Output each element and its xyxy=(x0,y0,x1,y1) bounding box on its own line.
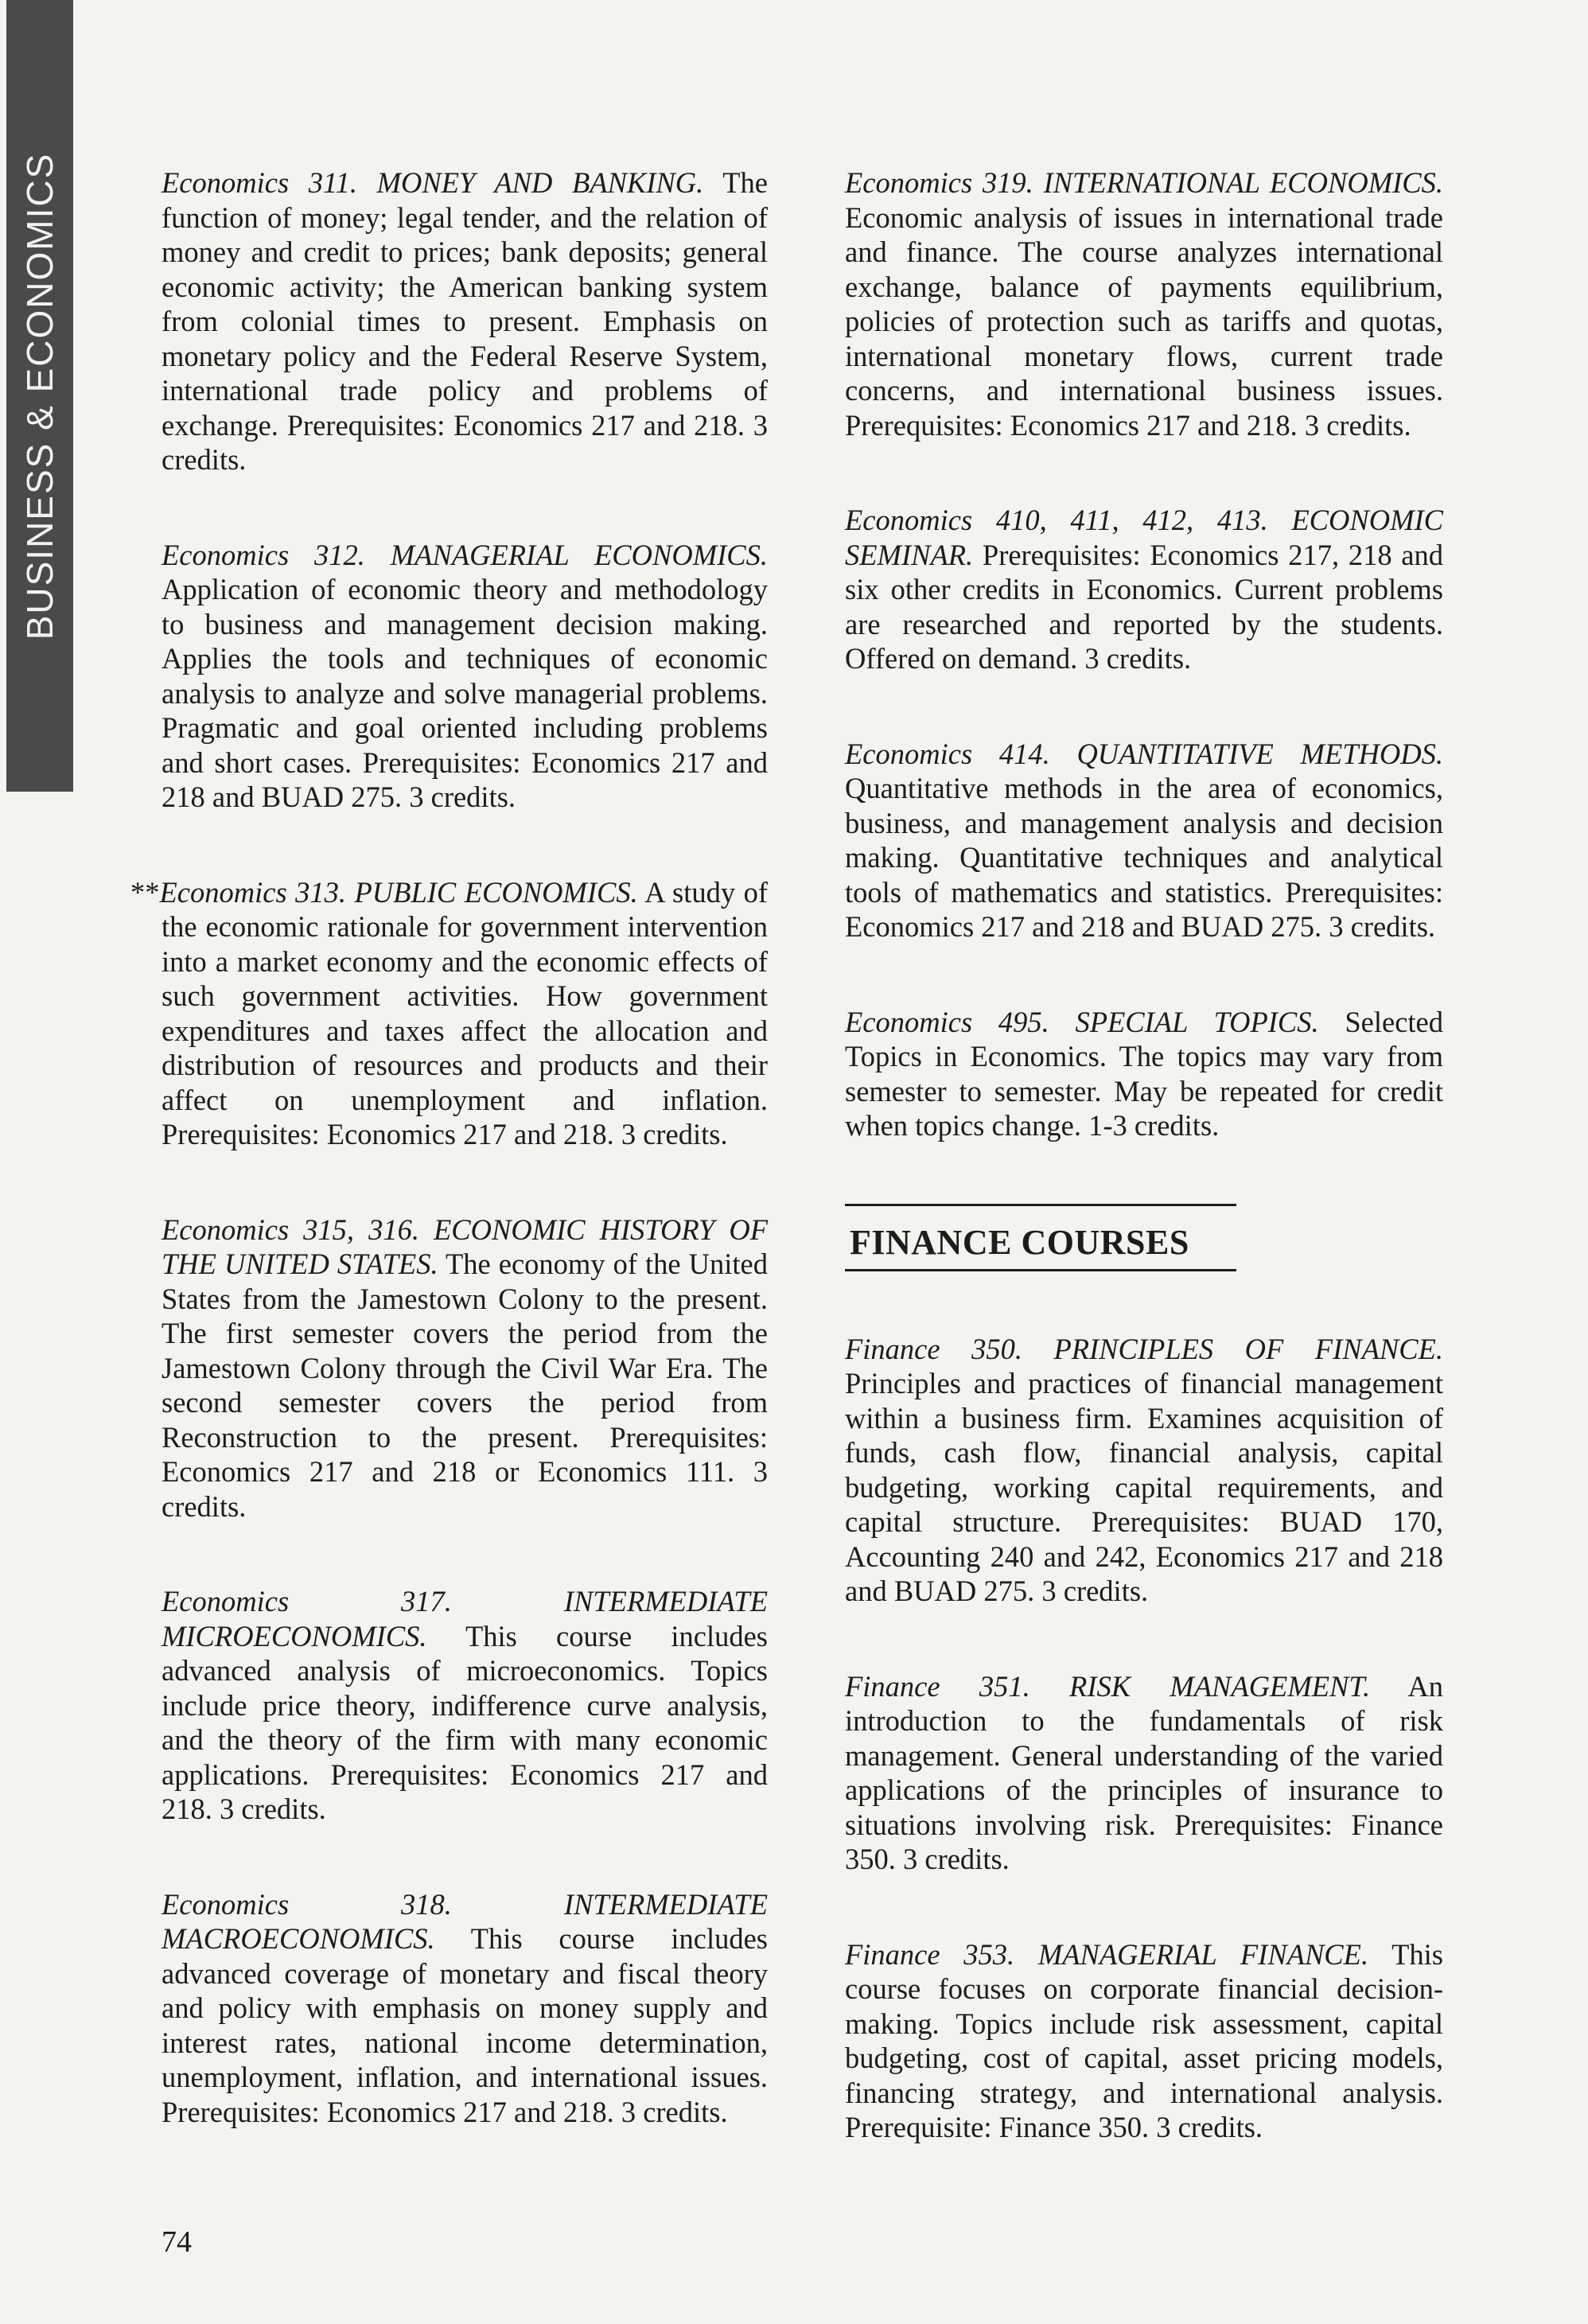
course-description: An introduction to the fundamentals of risk management. General understanding of the varied applications of the principles of insurance to situations involving risk. Prerequisites: Finance 350. 3 credits. xyxy=(845,1669,1443,1875)
course-entry xyxy=(162,1887,768,2130)
course-id: Economics 313. xyxy=(159,875,347,909)
course-entry xyxy=(162,538,768,815)
course-description: This course includes advanced coverage of monetary and fiscal theory and policy with emphasis on money supply and interest rates, national income determination, unemployment, inflation, and international issues. Prerequisites: Economics 217 and 218. 3 credits. xyxy=(162,1922,769,2128)
right-column xyxy=(845,165,1443,2205)
course-entry xyxy=(845,503,1443,676)
course-title: QUANTITATIVE METHODS. xyxy=(1076,737,1444,770)
course-title: RISK MANAGEMENT. xyxy=(1069,1669,1371,1703)
course-id: Economics 410, 411, 412, 413. xyxy=(845,504,1268,536)
course-id: Economics 311. xyxy=(162,166,357,199)
course-id: Economics 414. xyxy=(845,737,1050,770)
course-id: Economics 495. xyxy=(845,1005,1049,1038)
course-title: INTERMEDIATE MACROECONOMICS. xyxy=(162,1887,768,1955)
course-title: PUBLIC ECONOMICS. xyxy=(354,875,638,909)
course-title: INTERNATIONAL ECONOMICS. xyxy=(1043,166,1443,199)
course-entry xyxy=(845,737,1443,944)
course-entry xyxy=(130,875,768,1152)
course-entry xyxy=(845,1005,1443,1143)
course-description: The economy of the United States from the Jamestown Colony to the present. The first semester covers the period from the Jamestown Colony through the Civil War Era. The second semester covers the period from Reconstruction to the present. Prerequisites: Economics 217 and 218 or Economics 111. 3 credits. xyxy=(162,1248,768,1523)
course-entry xyxy=(845,1669,1443,1877)
course-id: Economics 318. xyxy=(162,1887,452,1921)
course-description: This course focuses on corporate financial decision-making. Topics include risk assessment, capital budgeting, cost of capital, asset pricing models, financing strategy, and international analysis. Prerequisite: Finance 350. 3 credits. xyxy=(845,1937,1443,2143)
course-description: Application of economic theory and methodology to business and management decision making. Applies the tools and techniques of economic analysis to analyze and solve managerial problems. Pragmatic and goal oriented including problems and short cases. Prerequisites: Economics 217 and 218 and BUAD 275. 3 credits. xyxy=(162,573,768,813)
left-column xyxy=(130,165,769,2190)
course-title: MANAGERIAL FINANCE. xyxy=(1037,1937,1369,1971)
course-description: Principles and practices of financial management within a business firm. Examines acquisition of funds, cash flow, financial analysis, capital budgeting, working capital requirements, and capital structure. Prerequisites: BUAD 170, Accounting 240 and 242, Economics 217 and 218 and BUAD 275. 3 credits. xyxy=(845,1367,1443,1607)
course-id: Finance 353. xyxy=(845,1937,1015,1971)
course-title: SPECIAL TOPICS. xyxy=(1075,1005,1319,1038)
course-entry xyxy=(845,165,1443,442)
course-id: Finance 350. xyxy=(845,1332,1022,1365)
course-title: ECONOMIC SEMINAR. xyxy=(845,504,1443,571)
course-entry xyxy=(162,165,768,477)
section-side-tab-label: BUSINESS & ECONOMICS xyxy=(19,152,60,640)
course-id: Economics 317. xyxy=(162,1585,452,1617)
course-id: Finance 351. xyxy=(845,1669,1030,1703)
course-title: ECONOMIC HISTORY OF THE UNITED STATES. xyxy=(162,1213,768,1280)
course-title: MANAGERIAL ECONOMICS. xyxy=(390,538,768,571)
section-side-tab xyxy=(6,0,73,792)
course-description: Quantitative methods in the area of economics, business, and management analysis and decision making. Quantitative techniques and analytical tools of mathematics and statistics. Prerequisites: Economics 217 and 218 and BUAD 275. 3 credits. xyxy=(845,772,1443,943)
course-title: PRINCIPLES OF FINANCE. xyxy=(1053,1332,1443,1365)
course-title: INTERMEDIATE MICROECONOMICS. xyxy=(162,1585,768,1652)
course-id: Economics 315, 316. xyxy=(162,1213,419,1246)
course-entry xyxy=(162,1584,768,1827)
starred-marker: ** xyxy=(130,875,160,909)
course-description: A study of the economic rationale for government intervention into a market economy and the economic effects of such government activities. How government expenditures and taxes affect the allocation and distribution of resources and products and their affect on unemployment and inflation. Prerequisites: Economics 217 and 218. 3 credits. xyxy=(162,875,768,1150)
course-description: Prerequisites: Economics 217, 218 and six other credits in Economics. Current problems are researched and reported by the students. Offered on demand. 3 credits. xyxy=(845,538,1443,675)
course-description: This course includes advanced analysis of microeconomics. Topics include price theory, indifference curve analysis, and the theory of the firm with many economic applications. Prerequisites: Economics 217 and 218. 3 credits. xyxy=(162,1619,768,1825)
course-entry xyxy=(845,1332,1443,1609)
course-title: MONEY AND BANKING. xyxy=(376,166,704,199)
page-number: 74 xyxy=(162,2225,192,2259)
finance-courses-heading: FINANCE COURSES xyxy=(845,1204,1236,1271)
course-entry xyxy=(845,1937,1443,2145)
course-description: Selected Topics in Economics. The topics may vary from semester to semester. May be repeated for credit when topics change. 1-3 credits. xyxy=(845,1005,1443,1142)
course-id: Economics 312. xyxy=(162,538,365,571)
course-id: Economics 319. xyxy=(845,166,1033,199)
course-description: The function of money; legal tender, and the relation of money and credit to prices; bank deposits; general economic activity; the American banking system from colonial times to present. Emphasis on monetary policy and the Federal Reserve System, international trade policy and problems of exchange. Prerequisites: Economics 217 and 218. 3 credits. xyxy=(162,166,769,476)
course-entry xyxy=(162,1213,768,1524)
course-description: Economic analysis of issues in international trade and finance. The course analyzes international exchange, balance of payments equilibrium, policies of protection such as tariffs and quotas, international monetary flows, current trade concerns, and international business issues. Prerequisites: Economics 217 and 218. 3 credits. xyxy=(845,200,1443,442)
